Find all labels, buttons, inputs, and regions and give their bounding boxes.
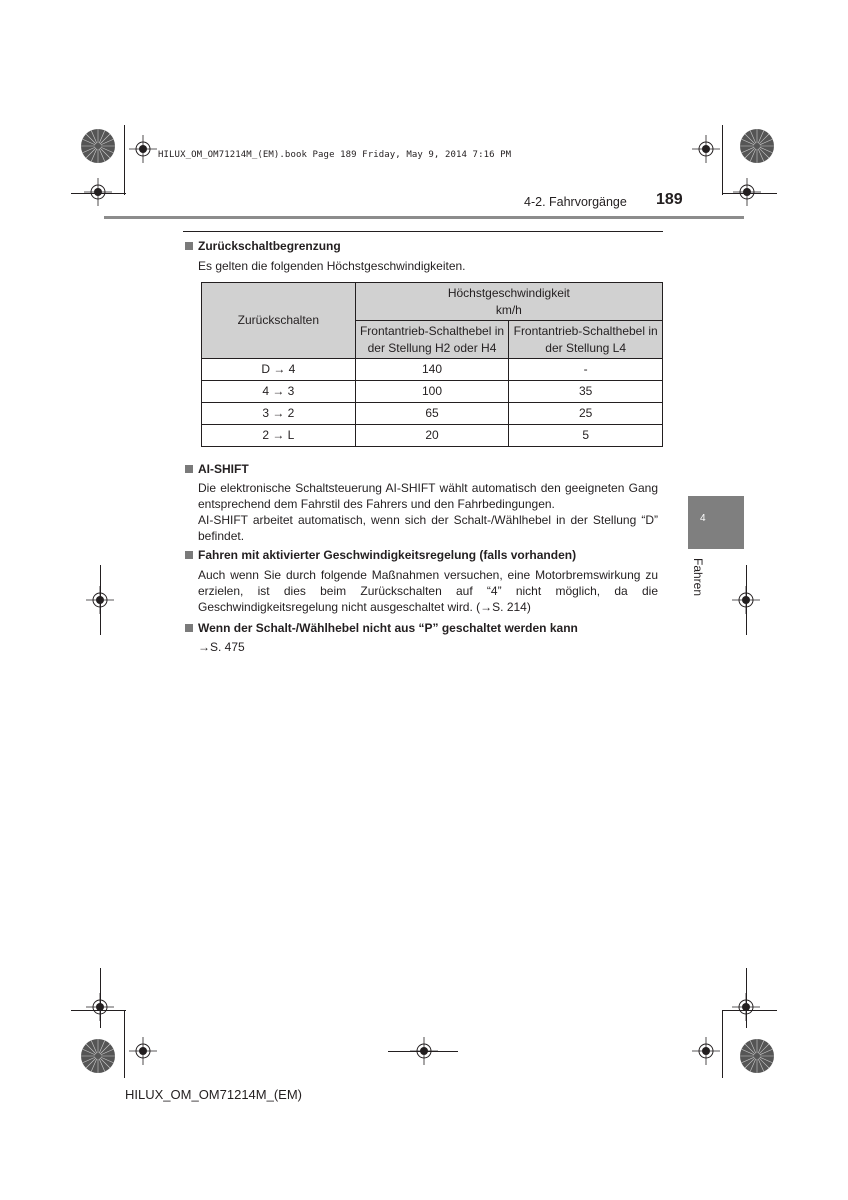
col-header-speed [355, 283, 662, 321]
rosette-mark-icon [739, 128, 775, 164]
cruise-text: Auch wenn Sie durch folgende Maßnahmen versuchen, eine Motorbremswirkung zu erzielen, ist dies beim Zurückschalten auf “4” nicht möglich, da die Geschwindigkeitsregelung nicht ausgeschaltet wird. (→S. 214) [198, 568, 658, 614]
header-rule [104, 216, 744, 219]
chapter-label: Fahren [691, 558, 705, 597]
rosette-mark-icon [80, 128, 116, 164]
crop-line [124, 1010, 125, 1078]
cell-shift: D → 4 [202, 359, 356, 381]
aishift-heading [185, 462, 249, 476]
crop-line [388, 1051, 458, 1052]
cell-shift: 2 → L [202, 425, 356, 447]
section-title: 4-2. Fahrvorgänge [524, 195, 627, 209]
col-header-h2h4-line1: Frontantrieb-Schalthebel in [359, 323, 505, 338]
cruise-heading-text: Fahren mit aktivierter Geschwindigkeitsregelung (falls vorhanden) [198, 548, 577, 562]
bullet-square-icon [185, 465, 193, 473]
cell-shift: 4 → 3 [202, 381, 356, 403]
crop-line [722, 1010, 723, 1078]
cell-l4: 5 [509, 425, 663, 447]
cell-h2h4: 140 [355, 359, 509, 381]
downshift-heading-text: Zurückschaltbegrenzung [198, 239, 341, 253]
cell-l4: - [509, 359, 663, 381]
downshift-heading [185, 239, 341, 253]
registration-mark-icon [86, 586, 114, 614]
bullet-square-icon [185, 551, 193, 559]
aishift-heading-text: AI-SHIFT [198, 462, 249, 476]
rosette-mark-icon [80, 1038, 116, 1074]
cell-l4: 25 [509, 403, 663, 425]
aishift-text-1: Die elektronische Schaltsteuerung AI-SHIFT wählt automatisch den geeigneten Gang entsprechend dem Fahrstil des Fahrers und den Fahrbedingungen. [198, 481, 658, 511]
rosette-mark-icon [739, 1038, 775, 1074]
content-rule [183, 231, 663, 232]
col-header-l4-line2: der Stellung L4 [545, 340, 627, 355]
registration-mark-icon [732, 993, 760, 1021]
cruise-heading [185, 548, 576, 562]
crop-line [124, 125, 125, 195]
col-header-speed-unit: km/h [495, 302, 522, 317]
registration-mark-icon [692, 135, 720, 163]
registration-mark-icon [86, 993, 114, 1021]
registration-mark-icon [692, 1037, 720, 1065]
page-number: 189 [656, 191, 683, 208]
shiftlock-heading-text: Wenn der Schalt-/Wählhebel nicht aus “P” geschaltet werden kann [198, 621, 578, 635]
cell-h2h4: 100 [355, 381, 509, 403]
registration-mark-icon [129, 135, 157, 163]
table-row [202, 381, 663, 403]
col-header-h2h4-line2: der Stellung H2 oder H4 [367, 340, 497, 355]
col-header-h2h4 [355, 321, 509, 359]
col-header-l4 [509, 321, 663, 359]
crop-line [722, 125, 723, 195]
aishift-text-2: AI-SHIFT arbeitet automatisch, wenn sich der Schalt-/Wählhebel in der Stellung “D” befindet. [198, 513, 658, 543]
col-header-speed-line1: Höchstgeschwindigkeit [447, 285, 570, 300]
registration-mark-icon [732, 586, 760, 614]
col-header-l4-line1: Frontantrieb-Schalthebel in [513, 323, 658, 338]
shiftlock-reference: →S. 475 [198, 640, 245, 654]
table-row [202, 359, 663, 381]
bullet-square-icon [185, 242, 193, 250]
shiftlock-heading [185, 621, 578, 635]
cell-shift: 3 → 2 [202, 403, 356, 425]
cell-l4: 35 [509, 381, 663, 403]
chapter-tab [688, 496, 744, 549]
bullet-square-icon [185, 624, 193, 632]
col-header-shift: Zurückschalten [202, 283, 356, 359]
footer-code: HILUX_OM_OM71214M_(EM) [125, 1087, 302, 1102]
chapter-number: 4 [700, 513, 706, 524]
table-row [202, 403, 663, 425]
cell-h2h4: 20 [355, 425, 509, 447]
registration-mark-icon [733, 178, 761, 206]
cell-h2h4: 65 [355, 403, 509, 425]
registration-mark-icon [84, 178, 112, 206]
print-info-line: HILUX_OM_OM71214M_(EM).book Page 189 Friday, May 9, 2014 7:16 PM [158, 150, 512, 160]
registration-mark-icon [129, 1037, 157, 1065]
table-row [202, 425, 663, 447]
max-speed-table [201, 282, 663, 447]
downshift-intro: Es gelten die folgenden Höchstgeschwindigkeiten. [198, 259, 466, 273]
